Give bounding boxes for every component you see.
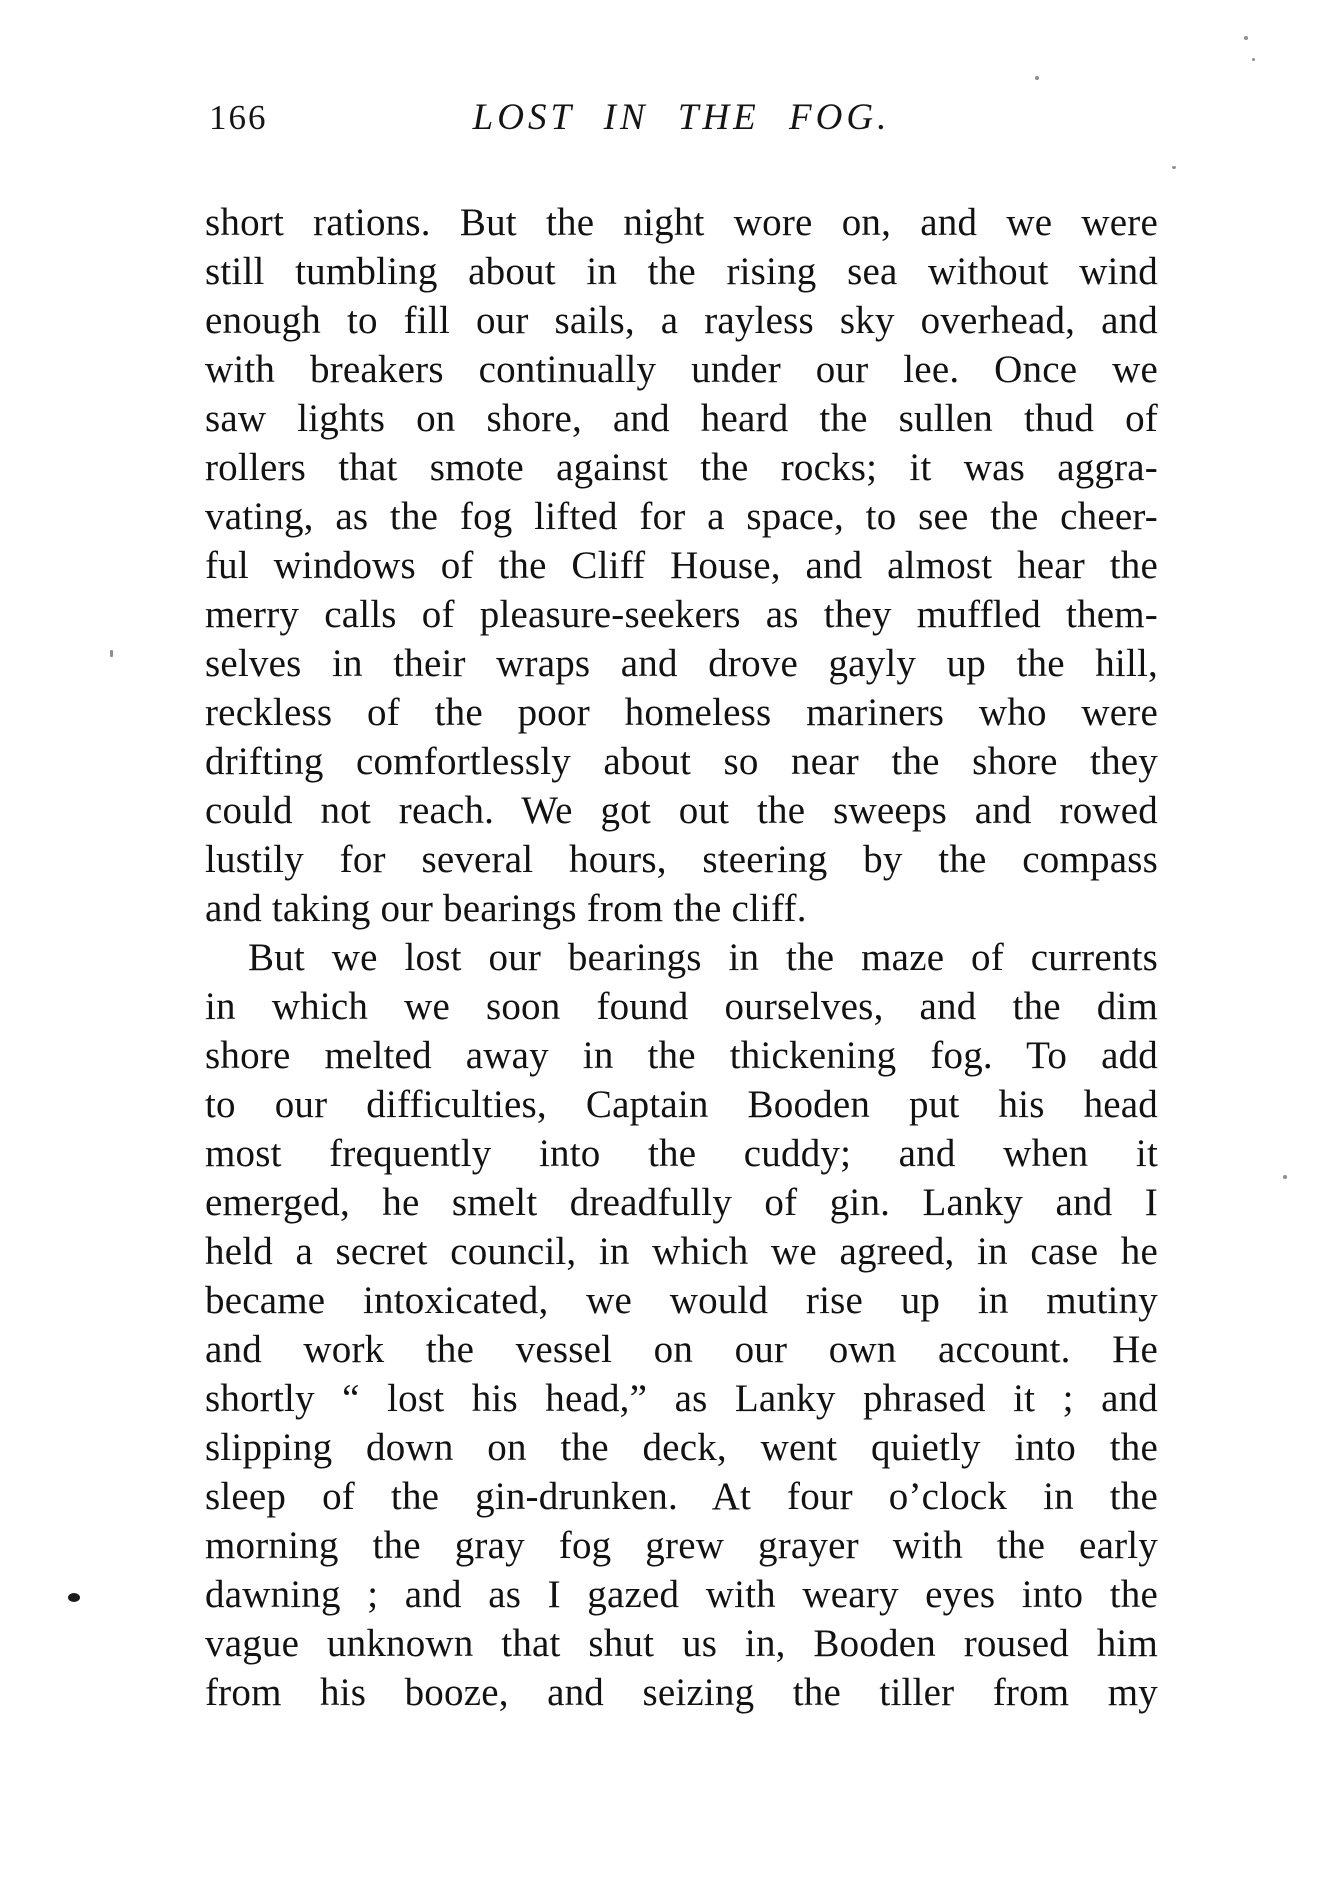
scan-speck [68,1593,80,1602]
scan-speck [1283,1175,1287,1179]
text-line-paragraph-end: and taking our bearings from the cliff. [205,887,807,930]
text-line: became intoxicated, we would rise up in mutiny [205,1279,1158,1322]
scan-speck [1035,76,1039,80]
text-line: dawning ; and as I gazed with weary eyes into the [205,1573,1158,1616]
text-line: lustily for several hours, steering by the compass [205,838,1158,881]
text-line: drifting comfortlessly about so near the shore they [205,740,1158,783]
text-line: vague unknown that shut us in, Booden roused him [205,1622,1158,1665]
text-line: most frequently into the cuddy; and when it [205,1132,1158,1175]
text-line: selves in their wraps and drove gayly up the hill, [205,642,1158,685]
text-line: from his booze, and seizing the tiller from my [205,1671,1158,1714]
scan-speck [1244,36,1248,40]
text-line: ful windows of the Cliff House, and almost hear the [205,544,1158,587]
text-line: rollers that smote against the rocks; it was aggra- [205,446,1158,489]
scan-speck [1252,58,1255,61]
text-line: with breakers continually under our lee. Once we [205,348,1158,391]
text-line: still tumbling about in the rising sea without wind [205,250,1158,293]
text-line: reckless of the poor homeless mariners who were [205,691,1158,734]
text-line: emerged, he smelt dreadfully of gin. Lanky and I [205,1181,1158,1224]
text-line: shore melted away in the thickening fog. To add [205,1034,1158,1077]
text-line: to our difficulties, Captain Booden put his head [205,1083,1158,1126]
text-line: merry calls of pleasure-seekers as they muffled them- [205,593,1158,636]
text-line: could not reach. We got out the sweeps and rowed [205,789,1158,832]
text-line: saw lights on shore, and heard the sullen thud of [205,397,1158,440]
text-line-paragraph-start: But we lost our bearings in the maze of currents [248,936,1158,979]
text-line: morning the gray fog grew grayer with the early [205,1524,1158,1567]
text-line: and work the vessel on our own account. He [205,1328,1158,1371]
text-line: vating, as the fog lifted for a space, to see the cheer- [205,495,1158,538]
text-line: slipping down on the deck, went quietly into the [205,1426,1158,1469]
text-line: shortly “ lost his head,” as Lanky phrased it ; and [205,1377,1158,1420]
text-line: enough to fill our sails, a rayless sky overhead, and [205,299,1158,342]
running-title: LOST IN THE FOG. [472,97,891,138]
text-line: sleep of the gin-drunken. At four o’clock in the [205,1475,1158,1518]
scan-speck [110,650,113,657]
page-number: 166 [209,98,268,137]
text-line: held a secret council, in which we agreed, in case he [205,1230,1158,1273]
scan-speck [1172,166,1176,169]
text-line: in which we soon found ourselves, and the dim [205,985,1158,1028]
page-header [205,96,1158,144]
text-line: short rations. But the night wore on, and we were [205,201,1158,244]
page-body [205,198,1158,1717]
